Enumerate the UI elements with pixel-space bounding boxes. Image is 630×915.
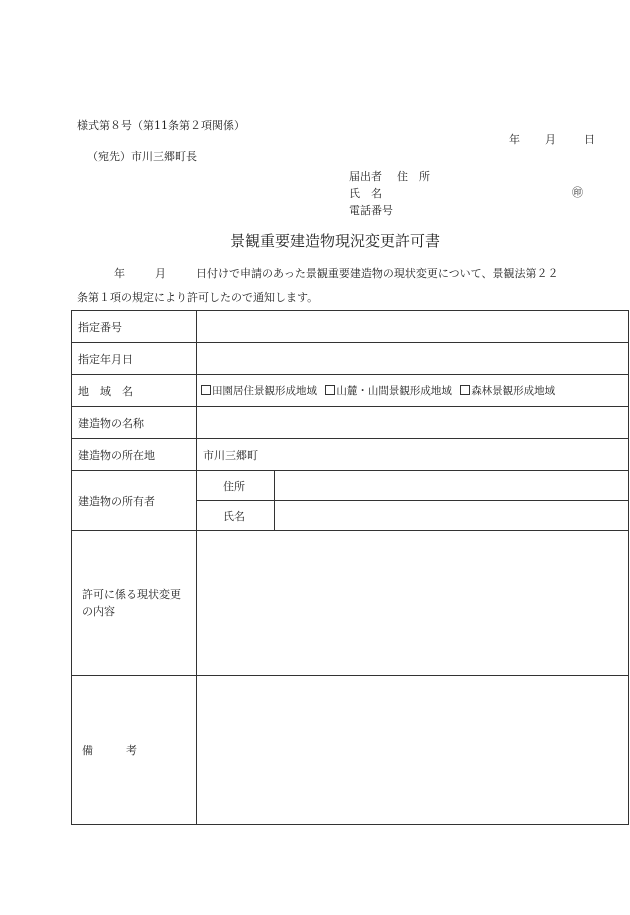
designation-date-value[interactable]: [197, 343, 629, 375]
document-title: 景観重要建造物現況変更許可書: [229, 232, 440, 250]
applicant-address-label: 住 所: [397, 170, 430, 183]
area-option[interactable]: 森林景観形成地域: [460, 385, 555, 397]
date-month-label: 月: [545, 133, 556, 146]
seal-mark: ㊞: [572, 186, 583, 199]
building-name-label: 建造物の名称: [72, 407, 197, 439]
body-year: 年: [114, 267, 125, 280]
owner-name-label: 氏名: [197, 501, 275, 531]
area-label: 地 域 名: [72, 375, 197, 407]
date-year-label: 年: [509, 133, 520, 146]
building-owner-label: 建造物の所有者: [72, 471, 197, 531]
row-building-location: [72, 439, 629, 471]
owner-address-label: 住所: [197, 471, 275, 501]
remarks-value[interactable]: [197, 676, 629, 825]
building-name-value[interactable]: [197, 407, 629, 439]
body-line1-rest: 日付けで申請のあった景観重要建造物の現状変更について、景観法第２２: [196, 267, 559, 280]
body-text-line-1: [114, 265, 558, 281]
building-location-value[interactable]: 市川三郷町: [197, 439, 629, 471]
applicant-phone-label: 電話番号: [349, 204, 393, 217]
owner-address-value[interactable]: [275, 471, 629, 501]
remarks-label: 備 考: [72, 676, 197, 825]
permit-table: [71, 310, 629, 825]
area-option[interactable]: 山麓・山間景観形成地域: [325, 385, 452, 397]
form-number-label: 様式第８号（第11条第２項関係）: [77, 119, 245, 132]
row-designation-number: [72, 311, 629, 343]
checkbox-icon[interactable]: [201, 385, 211, 395]
owner-name-value[interactable]: [275, 501, 629, 531]
area-option[interactable]: 田園居住景観形成地域: [201, 385, 317, 397]
row-area: [72, 375, 629, 407]
area-options: [197, 375, 629, 407]
addressee: （宛先）市川三郷町長: [87, 150, 197, 163]
row-owner-address: [72, 471, 629, 501]
designation-date-label: 指定年月日: [72, 343, 197, 375]
row-designation-date: [72, 343, 629, 375]
row-change-content: [72, 531, 629, 676]
applicant-name-label: 氏 名: [349, 187, 382, 200]
building-location-label: 建造物の所在地: [72, 439, 197, 471]
checkbox-icon[interactable]: [325, 385, 335, 395]
body-month: 月: [155, 267, 166, 280]
date-day-label: 日: [584, 133, 595, 146]
designation-number-value[interactable]: [197, 311, 629, 343]
change-content-value[interactable]: [197, 531, 629, 676]
change-content-label: 許可に係る現状変更の内容: [72, 531, 197, 676]
checkbox-icon[interactable]: [460, 385, 470, 395]
row-remarks: [72, 676, 629, 825]
body-text-line-2: 条第１項の規定により許可したので通知します。: [77, 291, 319, 304]
designation-number-label: 指定番号: [72, 311, 197, 343]
row-building-name: [72, 407, 629, 439]
applicant-label: 届出者: [349, 170, 382, 183]
